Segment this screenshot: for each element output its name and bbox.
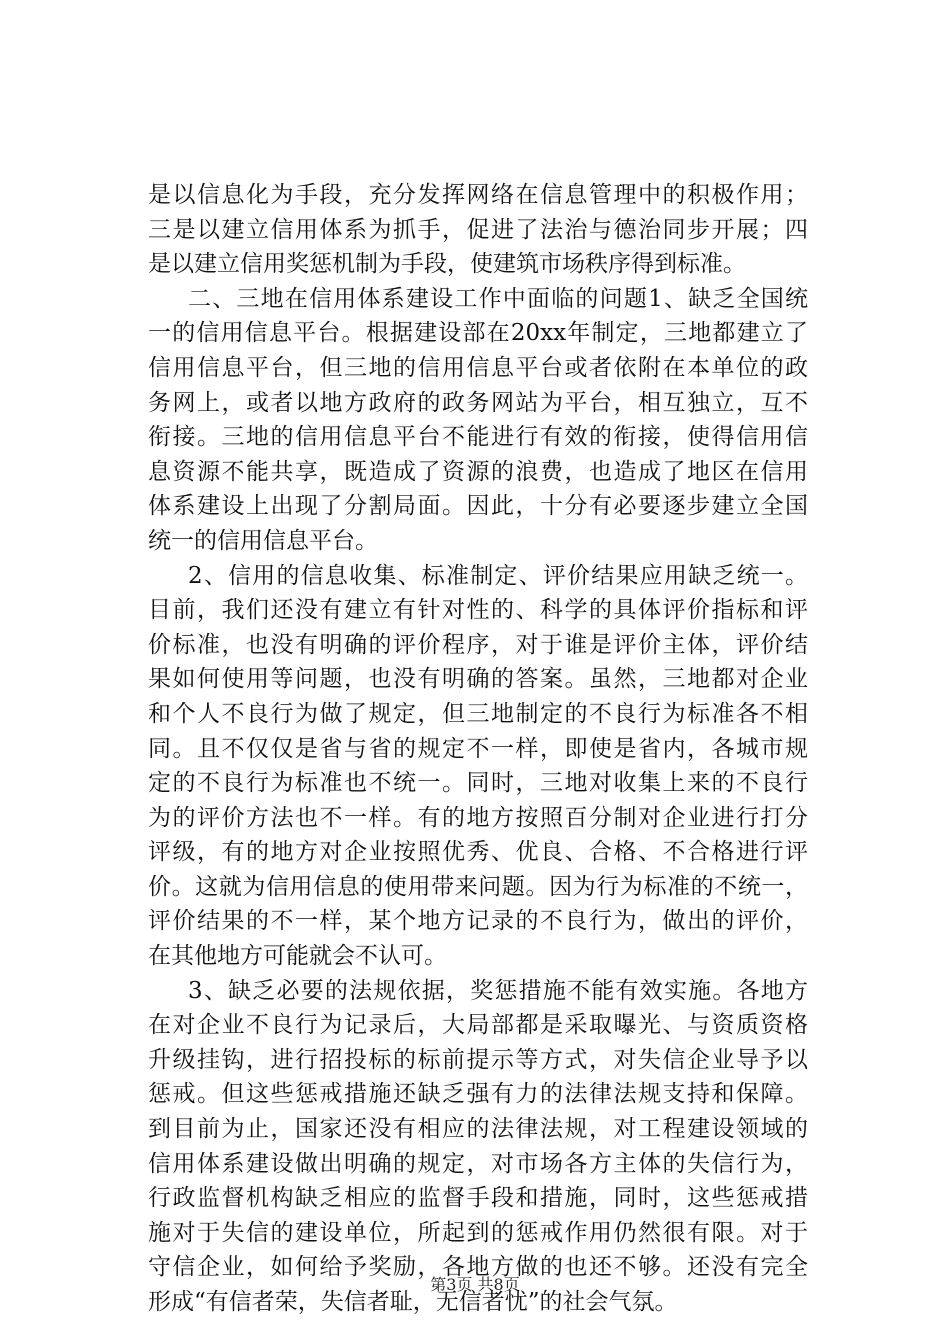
paragraph-4-line-5: 到目前为止，国家还没有相应的法律法规，对工程建设领域的	[148, 1116, 808, 1143]
paragraph-1-line-3: 是以建立信用奖惩机制为手段，使建筑市场秩序得到标准。	[148, 251, 746, 278]
paragraph-2-line-3: 信用信息平台，但三地的信用信息平台或者依附在本单位的政	[148, 354, 808, 381]
paragraph-3-line-4: 果如何使用等问题，也没有明确的答案。虽然，三地都对企业	[148, 666, 808, 693]
paragraph-2-line-4: 务网上，或者以地方政府的政务网站为平台，相互独立，互不	[148, 389, 808, 416]
paragraph-4-line-6: 信用体系建设做出明确的规定，对市场各方主体的失信行为，	[148, 1150, 808, 1177]
paragraph-3-line-7: 定的不良行为标准也不统一。同时，三地对收集上来的不良行	[148, 770, 808, 797]
paragraph-3-line-9: 评级，有的地方对企业按照优秀、优良、合格、不合格进行评	[148, 839, 808, 866]
paragraph-3-line-8: 为的评价方法也不一样。有的地方按照百分制对企业进行打分	[148, 804, 808, 831]
paragraph-3-line-12: 在其他地方可能就会不认可。	[148, 943, 447, 970]
paragraph-3-line-11: 评价结果的不一样，某个地方记录的不良行为，做出的评价，	[148, 908, 808, 935]
paragraph-3-line-6: 同。且不仅仅是省与省的规定不一样，即使是省内，各城市规	[148, 735, 808, 762]
paragraph-4-line-2: 在对企业不良行为记录后，大局部都是采取曝光、与资质资格	[148, 1012, 808, 1039]
paragraph-2-line-2: 一的信用信息平台。根据建设部在20xx年制定，三地都建立了	[148, 320, 808, 347]
paragraph-2-line-7: 体系建设上出现了分割局面。因此，十分有必要逐步建立全国	[148, 493, 808, 520]
paragraph-4-line-1: 3、缺乏必要的法规依据，奖惩措施不能有效实施。各地方	[188, 977, 808, 1004]
paragraph-3-line-3: 价标准，也没有明确的评价程序，对于谁是评价主体，评价结	[148, 631, 808, 658]
paragraph-3-line-5: 和个人不良行为做了规定，但三地制定的不良行为标准各不相	[148, 700, 808, 727]
paragraph-3-line-10: 价。这就为信用信息的使用带来问题。因为行为标准的不统一，	[148, 873, 808, 900]
page-number: 第3页 共8页	[430, 1275, 520, 1294]
paragraph-4-line-9: 守信企业，如何给予奖励，各地方做的也还不够。还没有完全	[148, 1254, 808, 1281]
paragraph-2-line-6: 息资源不能共享，既造成了资源的浪费，也造成了地区在信用	[148, 458, 808, 485]
paragraph-4-line-3: 升级挂钩，进行招投标的标前提示等方式，对失信企业导予以	[148, 1046, 808, 1073]
paragraph-4-line-4: 惩戒。但这些惩戒措施还缺乏强有力的法律法规支持和保障。	[148, 1081, 808, 1108]
paragraph-2-line-8: 统一的信用信息平台。	[148, 527, 378, 554]
paragraph-4-line-7: 行政监督机构缺乏相应的监督手段和措施，同时，这些惩戒措	[148, 1185, 808, 1212]
paragraph-3-line-2: 目前，我们还没有建立有针对性的、科学的具体评价指标和评	[148, 597, 808, 624]
paragraph-2-line-5: 衔接。三地的信用信息平台不能进行有效的衔接，使得信用信	[148, 424, 808, 451]
document-body	[148, 178, 808, 1320]
paragraph-4-line-8: 施对于失信的建设单位，所起到的惩戒作用仍然很有限。对于	[148, 1219, 808, 1246]
paragraph-3-line-1: 2、信用的信息收集、标准制定、评价结果应用缺乏统一。	[188, 562, 808, 589]
paragraph-4-line-10: 形成“有信者荣，失信者耻，无信者忧”的社会气氛。	[148, 1289, 678, 1315]
page-footer	[0, 1275, 950, 1295]
paragraph-1-line-2: 三是以建立信用体系为抓手，促进了法治与德治同步开展；四	[148, 216, 808, 243]
paragraph-2-line-1: 二、三地在信用体系建设工作中面临的问题1、缺乏全国统	[188, 285, 808, 312]
paragraph-1-line-1: 是以信息化为手段，充分发挥网络在信息管理中的积极作用；	[148, 182, 808, 208]
